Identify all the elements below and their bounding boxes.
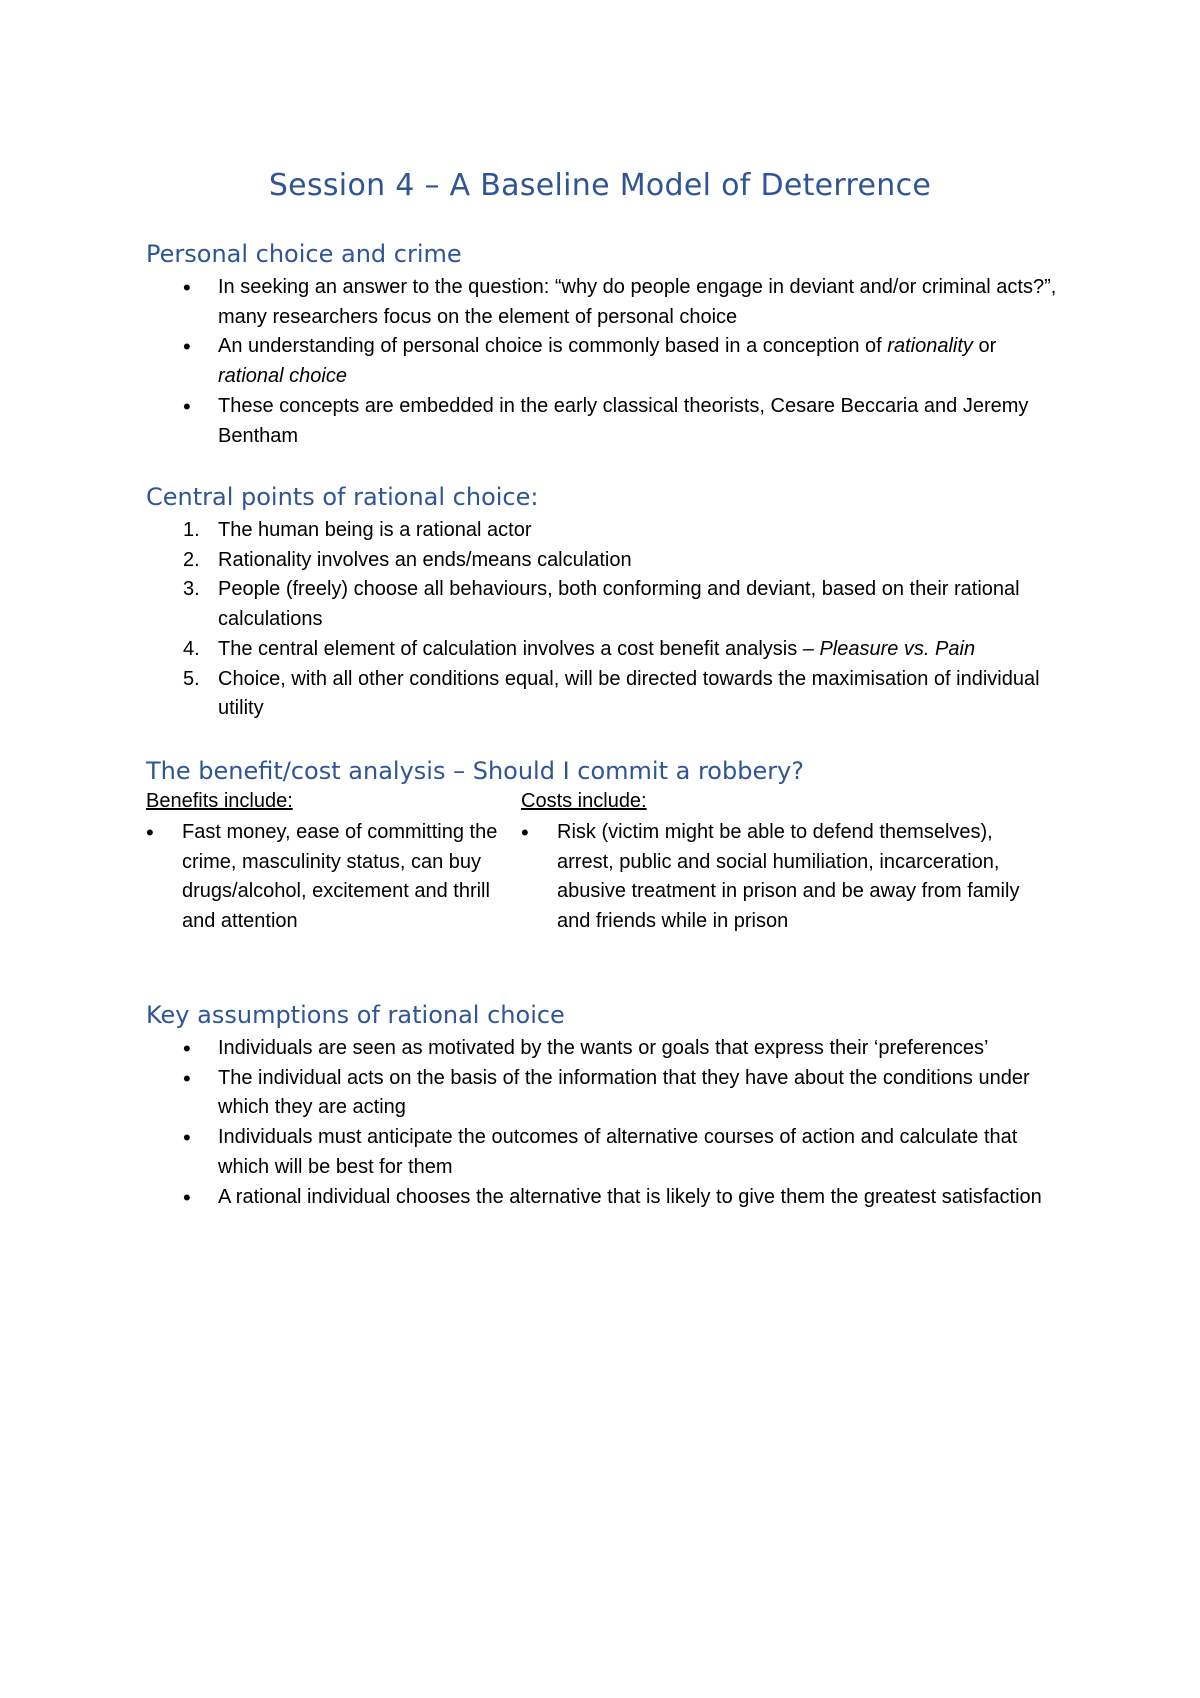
list-item: • Risk (victim might be able to defend themselves), arrest, public and social humiliation, incarceration, abusive treatment in prison and be away from family and friends while in prison [521,818,1046,937]
list-item: • In seeking an answer to the question: “why do people engage in deviant and/or criminal acts?”, many researchers focus on the element of personal choice [183,273,1063,332]
list-item-text: The human being is a rational actor [218,519,532,541]
list-item [183,665,1063,724]
list-item: • Individuals must anticipate the outcomes of alternative courses of action and calculate that which will be best for them [183,1123,1063,1182]
list-item: • These concepts are embedded in the early classical theorists, Cesare Beccaria and Jeremy Bentham [183,392,1063,451]
emphasis-rationality: rationality [887,335,973,358]
list-item: • The individual acts on the basis of the information that they have about the conditions under which they are acting [183,1064,1063,1123]
item-number: 4. [183,637,200,660]
item-number: 5. [183,667,200,690]
list-item: • Individuals are seen as motivated by the wants or goals that express their ‘preferences’ [183,1034,1063,1064]
list-item-text: An understanding of personal choice is commonly based in a conception of [218,335,888,358]
benefits-label: Benefits include: [146,790,293,812]
list-item [183,332,1063,391]
heading-central-points: Central points of rational choice: [146,483,539,511]
list-item-text: People (freely) choose all behaviours, both conforming and deviant, based on their rational calculations [218,578,1020,631]
key-assumptions-list [183,1034,1063,1212]
heading-benefit-cost: The benefit/cost analysis – Should I commit a robbery? [146,757,805,785]
page-title: Session 4 – A Baseline Model of Deterrence [268,168,932,203]
list-item-text: The central element of calculation involves a cost benefit analysis – [218,637,820,660]
central-points-list [183,516,1063,724]
personal-choice-list [183,273,1063,451]
list-item-text: or [972,335,997,358]
list-item: • Fast money, ease of committing the crime, masculinity status, can buy drugs/alcohol, excitement and thrill and attention [146,818,498,937]
benefits-list [146,818,498,937]
item-number: 2. [183,548,200,571]
costs-list [521,818,1046,937]
list-item: • A rational individual chooses the alternative that is likely to give them the greatest satisfaction [183,1183,1063,1213]
list-item [183,635,1063,665]
list-item-text: Choice, with all other conditions equal, will be directed towards the maximisation of individual utility [218,667,1040,720]
heading-key-assumptions: Key assumptions of rational choice [146,1001,565,1029]
list-item [183,546,1063,576]
list-item-text: Rationality involves an ends/means calculation [218,548,632,571]
item-number: 3. [183,578,200,601]
heading-personal-choice: Personal choice and crime [146,240,462,268]
list-item [183,516,1063,546]
list-item [183,575,1063,634]
costs-label: Costs include: [521,790,647,812]
emphasis-rational-choice: rational choice [218,365,347,388]
item-number: 1. [183,519,200,541]
emphasis-pleasure-pain: Pleasure vs. Pain [819,637,976,660]
